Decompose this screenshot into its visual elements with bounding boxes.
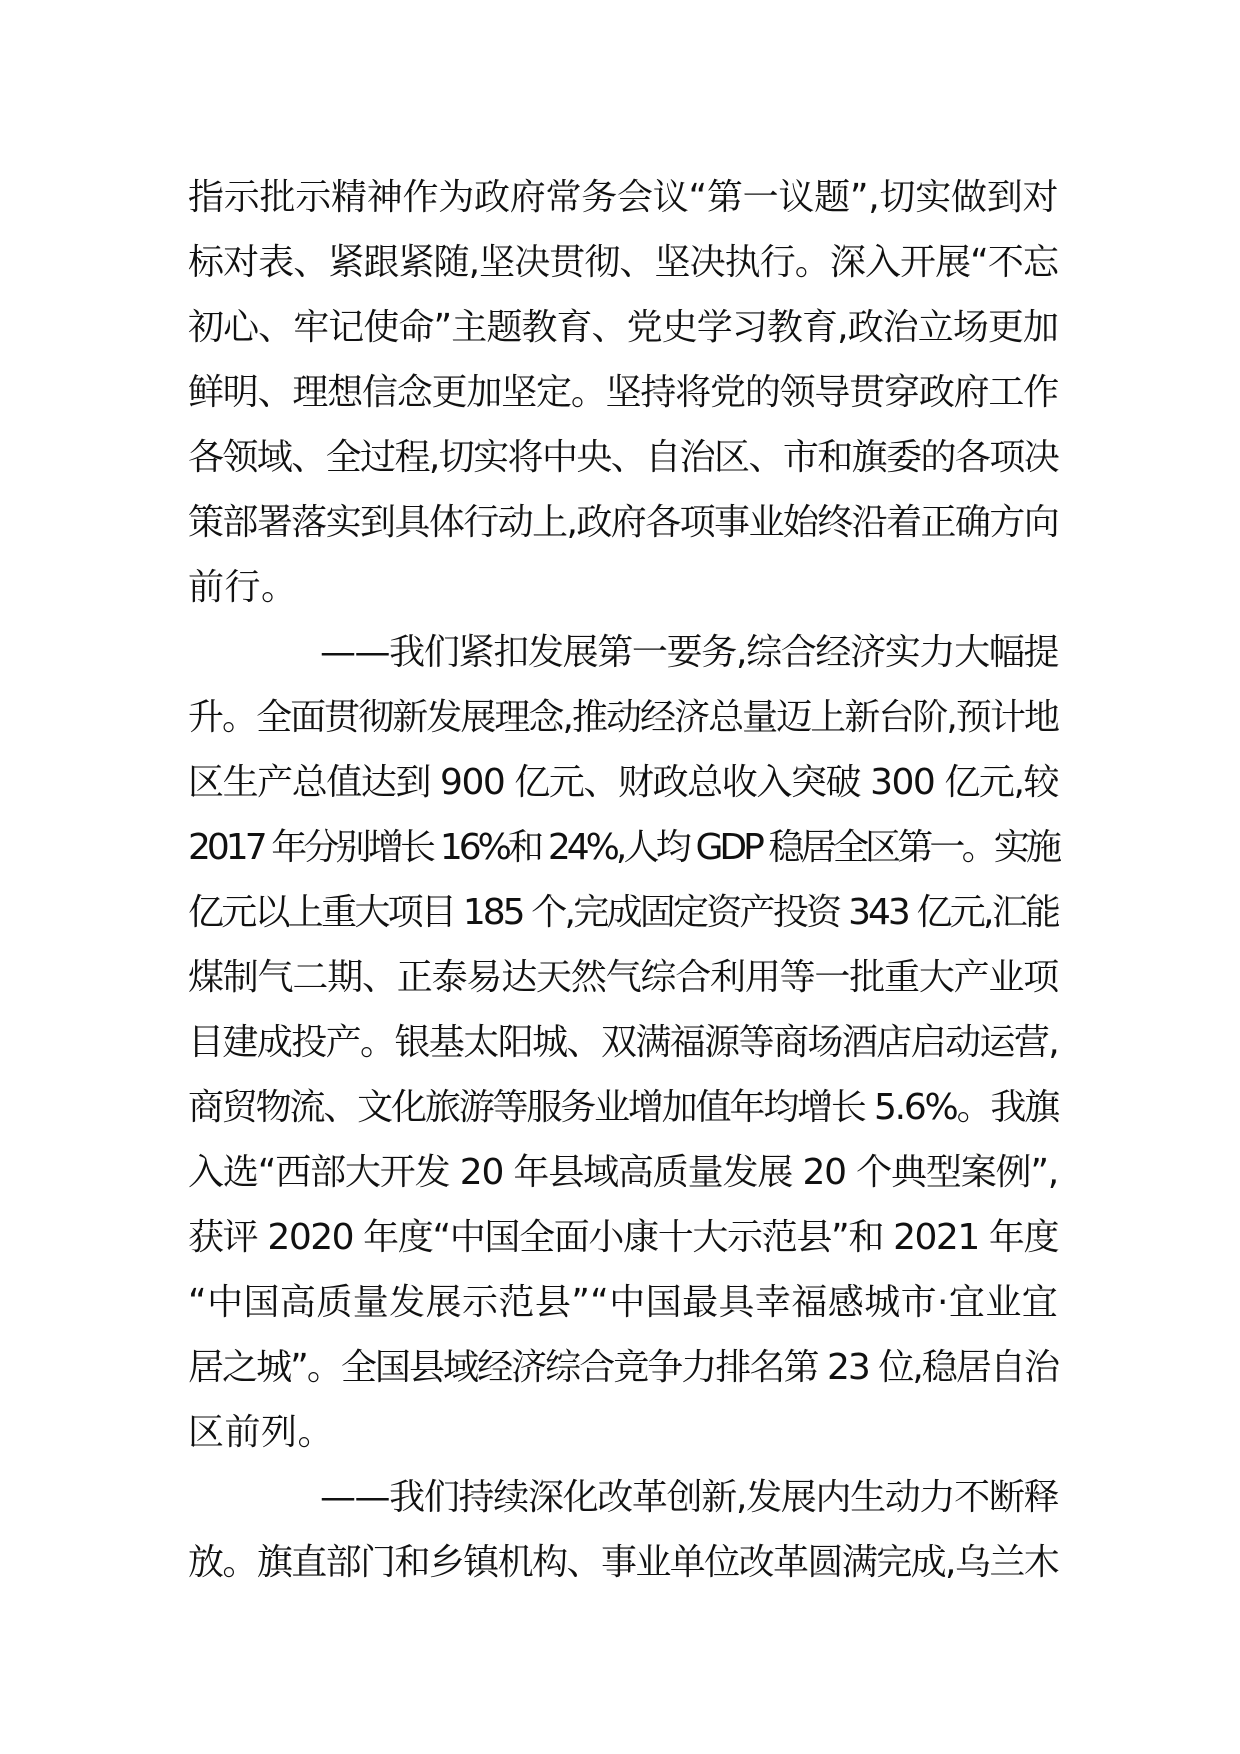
text-line: 鲜明、理想信念更加坚定。坚持将党的领导贯穿政府工作 bbox=[188, 372, 1058, 413]
text-line: 商贸物流、文化旅游等服务业增加值年均增长 5.6%。我旗 bbox=[188, 1087, 1058, 1128]
paragraph-1 bbox=[188, 165, 1058, 620]
text-line: ——我们持续深化改革创新,发展内生动力不断释 bbox=[320, 1477, 1058, 1518]
text-line: 初心、牢记使命”主题教育、党史学习教育,政治立场更加 bbox=[188, 307, 1058, 348]
text-line: 获评 2020 年度“中国全面小康十大示范县”和 2021 年度 bbox=[188, 1217, 1058, 1258]
text-line: 目建成投产。银基太阳城、双满福源等商场酒店启动运营, bbox=[188, 1022, 1058, 1063]
text-line: 放。旗直部门和乡镇机构、事业单位改革圆满完成,乌兰木 bbox=[188, 1542, 1058, 1583]
text-line: ——我们紧扣发展第一要务,综合经济实力大幅提 bbox=[320, 632, 1058, 673]
text-line: 标对表、紧跟紧随,坚决贯彻、坚决执行。深入开展“不忘 bbox=[188, 242, 1058, 283]
text-line: 各领域、全过程,切实将中央、自治区、市和旗委的各项决 bbox=[188, 437, 1058, 478]
paragraph-2 bbox=[188, 620, 1058, 1465]
text-line: 区生产总值达到 900 亿元、财政总收入突破 300 亿元,较 bbox=[188, 762, 1058, 803]
paragraph-3 bbox=[188, 1465, 1058, 1595]
text-line: 策部署落实到具体行动上,政府各项事业始终沿着正确方向 bbox=[188, 502, 1058, 543]
text-line: 2017 年分别增长 16%和 24%,人均 GDP 稳居全区第一。实施 bbox=[188, 827, 1058, 868]
document-body bbox=[188, 165, 1058, 1595]
text-line: 区前列。 bbox=[188, 1412, 335, 1453]
text-line: 煤制气二期、正泰易达天然气综合利用等一批重大产业项 bbox=[188, 957, 1058, 998]
text-line: 前行。 bbox=[188, 567, 298, 608]
text-line: 指示批示精神作为政府常务会议“第一议题”,切实做到对 bbox=[188, 177, 1059, 218]
text-line: 入选“西部大开发 20 年县域高质量发展 20 个典型案例”, bbox=[188, 1152, 1058, 1193]
text-line: “中国高质量发展示范县”“中国最具幸福感城市·宜业宜 bbox=[188, 1282, 1058, 1323]
text-line: 升。全面贯彻新发展理念,推动经济总量迈上新台阶,预计地 bbox=[188, 697, 1058, 738]
text-line: 亿元以上重大项目 185 个,完成固定资产投资 343 亿元,汇能 bbox=[188, 892, 1058, 933]
text-line: 居之城”。全国县域经济综合竞争力排名第 23 位,稳居自治 bbox=[188, 1347, 1058, 1388]
